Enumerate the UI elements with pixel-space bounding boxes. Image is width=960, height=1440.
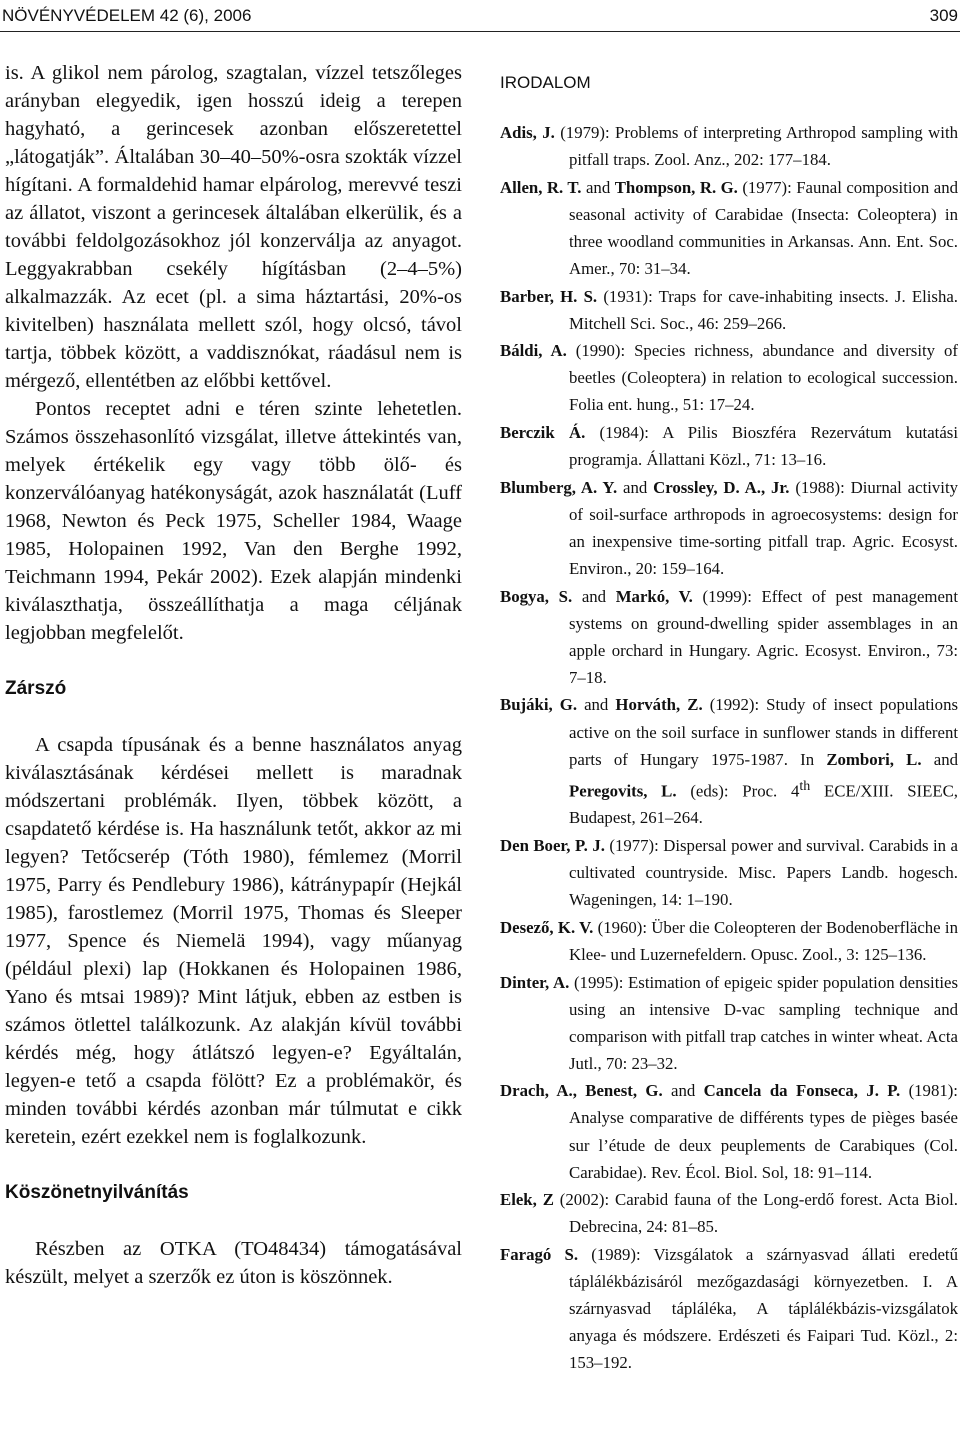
reference-authors: Barber, H. S.: [500, 286, 598, 306]
reference: Bogya, S. and Markó, V. (1999): Effect of pest management systems on ground-dwelling spider assemblages in an apple orchard in Hungary. Agric. Ecosyst. Environ., 73: 7–18.: [500, 586, 958, 687]
reference-authors: Dinter, A.: [500, 972, 570, 992]
reference: Allen, R. T. and Thompson, R. G. (1977): Faunal composition and seasonal activity of Carabidae (Insecta: Coleoptera) in three woodland communities in Arkansas. Ann. Ent. Soc. Amer., 70: 31–34.: [500, 177, 958, 278]
reference-authors: Den Boer, P. J.: [500, 836, 605, 856]
reference-authors: Allen, R. T.: [500, 177, 582, 197]
reference: Barber, H. S. (1931): Traps for cave-inhabiting insects. J. Elisha. Mitchell Sci. Soc., 46: 259–266.: [500, 286, 958, 333]
reference-authors: Adis, J.: [500, 123, 555, 142]
reference: Faragó S. (1989): Vizsgálatok a szárnyasvad állati eredetű táplálékbázisáról mezőgazdasági környezetben. I. A szárnyasvad tápláléka, A táplálékbázis-vizsgálatok anyaga és módszere. Erdészeti és Faipari Tud. Közl., 2: 153–192.: [500, 1244, 958, 1373]
reference-authors: Elek, Z: [500, 1190, 554, 1210]
reference-authors: Báldi, A.: [500, 341, 567, 361]
reference: Drach, A., Benest, G. and Cancela da Fonseca, J. P. (1981): Analyse comparative de différents types de pièges basée sur l’étude de deux peuplements de Carabiques (Col. Carabidae). Rev. Écol. Biol. Sol, 18: 91–114.: [500, 1081, 958, 1182]
section-heading: Köszönetnyilvánítás: [5, 1182, 189, 1203]
page-number: 309: [929, 6, 958, 25]
reference-authors: Blumberg, A. Y.: [500, 477, 618, 497]
reference: Báldi, A. (1990): Species richness, abundance and diversity of beetles (Coleoptera) in relation to ecological succession. Folia ent. hung., 51: 17–24.: [500, 341, 958, 415]
reference: Berczik Á. (1984): A Pilis Bioszféra Rezervátum kutatási programja. Állattani Közl., 71: 13–16.: [500, 423, 958, 470]
right-column: [500, 69, 958, 1377]
reference: Elek, Z (2002): Carabid fauna of the Long-erdő forest. Acta Biol. Debrecina, 24: 81–85.: [500, 1190, 958, 1237]
reference-authors: Berczik Á.: [500, 423, 586, 443]
paragraph: A csapda típusának és a benne használatos anyag kiválasztásának kérdései mellett is maradnak módszertani problémák. Ilyen, többek között, a csapdatető kérdése is. Ha használunk tetőt, akkor az mi legyen? Tetőcserép (Tóth 1980), fémlemez (Morril 1975, Parry és Pendlebury 1986), kátránypapír (Hejkál 1985), farostlemez (Morril 1975, Thomas és Sleeper 1977, Spence és Niemelä 1994), vagy műanyag (például plexi) lap (Hokkanen és Holopainen 1986, Yano és mtsai 1989)? Mint látjuk, ebben az estben is számos ötlettel találkozunk. Az alakján kívül további kérdés még, hogy átlátszó legyen-e? Egyáltalán, legyen-e tető a csapda fölött? Ez a problémakör, és minden további kérdés azonban már túlmutat e cikk keretein, ezért ezekkel nem is foglalkozunk.: [5, 734, 462, 1148]
reference: Desező, K. V. (1960): Über die Coleopteren der Bodenoberfläche in Klee- und Luzernefeldern. Opusc. Zool., 3: 125–136.: [500, 917, 958, 964]
paragraph: Részben az OTKA (TO48434) támogatásával készült, melyet a szerzők ez úton is köszönnek.: [5, 1238, 462, 1288]
reference-authors: Desező, K. V.: [500, 917, 594, 937]
reference: Den Boer, P. J. (1977): Dispersal power and survival. Carabids in a cultivated countryside. Misc. Papers Landb. hogesch. Wageningen, 14: 1–190.: [500, 836, 958, 910]
reference-authors: Bujáki, G.: [500, 695, 578, 715]
reference-authors: Drach, A., Benest, G.: [500, 1081, 663, 1101]
reference: Blumberg, A. Y. and Crossley, D. A., Jr. (1988): Diurnal activity of soil-surface arthropods in agroecosystems: design for an inexpensive time-sorting pitfall trap. Agric. Ecosyst. Environ., 20: 159–164.: [500, 477, 958, 578]
reference-authors: Bogya, S.: [500, 586, 573, 606]
page-header: [0, 0, 960, 30]
paragraph: Pontos receptet adni e téren szinte lehetetlen. Számos összehasonlító vizsgálat, illetve áttekintés van, melyek értékelik egy vagy több ölő- és konzerválóanyag hatékonyságát, azok használatát (Luff 1968, Newton és Peck 1975, Scheller 1984, Waage 1985, Holopainen 1992, Van den Berghe 1992, Teichmann 1994, Pekár 2002). Ezek alapján mindenki kiválaszthatja, összeállíthatja a maga céljának legjobban megfelelőt.: [5, 398, 462, 644]
left-column: [5, 59, 462, 1291]
reference: Adis, J. (1979): Problems of interpreting Arthropod sampling with pitfall traps. Zool. Anz., 202: 177–184.: [500, 123, 958, 170]
reference-authors: Faragó S.: [500, 1244, 579, 1264]
journal-title: NÖVÉNYVÉDELEM 42 (6), 2006: [2, 6, 252, 25]
section-heading: Zárszó: [5, 678, 67, 699]
header-rule: [0, 31, 960, 32]
paragraph: is. A glikol nem párolog, szagtalan, vízzel tetszőleges arányban elegyedik, igen hosszú ideig a terepen hagyható, a gerincesek azonban előszeretettel „látogatják”. Általában 30–40–50%-osra szokták vízzel hígítani. A formaldehid hamar elpárolog, merevvé teszi az állatot, viszont a gerincesek általában elkerülik, és a további feldolgozásokhoz jól konzerválja az anyagot. Leggyakrabban csekély hígításban (2–4–5%) alkalmazzák. Az ecet (pl. a sima háztartási, 20%-os kivitelben) használata mellett szól, hogy olcsó, távol tartja, többek között, a vaddisznókat, ráadásul nem is mérgező, ellentétben az előbbi kettővel.: [5, 62, 462, 392]
reference: Dinter, A. (1995): Estimation of epigeic spider population densities using an intensive D-vac sampling technique and comparison with pitfall trap catches in winter wheat. Acta Jutl., 70: 23–32.: [500, 972, 958, 1073]
references-heading: IRODALOM: [500, 73, 591, 92]
reference-list: [500, 119, 958, 1376]
reference: Bujáki, G. and Horváth, Z. (1992): Study of insect populations active on the soil surface in sunflower stands in different parts of Hungary 1975-1987. In Zombori, L. and Peregovits, L. (eds): Proc. 4th ECE/XIII. SIEEC, Budapest, 261–264.: [500, 695, 959, 828]
